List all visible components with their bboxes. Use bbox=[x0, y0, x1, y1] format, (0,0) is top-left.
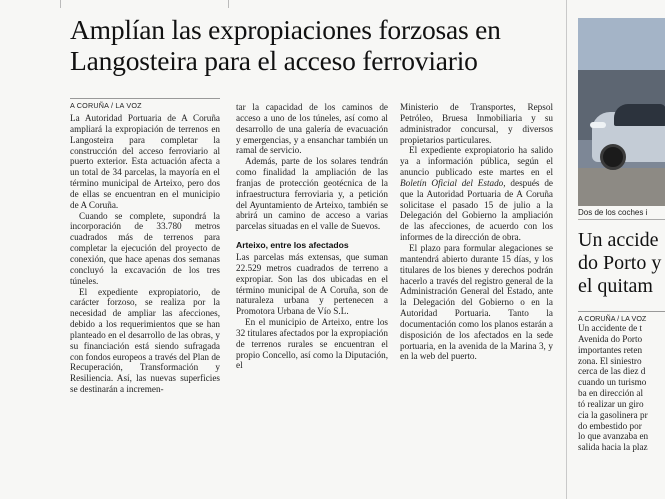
paragraph bbox=[400, 145, 553, 243]
article-column-1 bbox=[70, 113, 220, 395]
section-subhead: Arteixo, entre los afectados bbox=[236, 240, 349, 251]
body-line: ba en dirección al bbox=[578, 388, 644, 399]
body-line: Un accidente de t bbox=[578, 323, 643, 333]
paragraph: La Autoridad Portuaria de A Coruña ampliará la expropiación de terrenos en Langosteira para completar la construcción del acceso ferroviario al puerto exterior. Esta actuación afecta a un total de 34 parcelas, la mayoría en el término municipal de Arteixo, pero dos de ellas se encuentran en el municipio de A Coruña. bbox=[70, 113, 220, 210]
paragraph: tar la capacidad de los caminos de acceso a uno de los túneles, así como al desarrollo de una galería de evacuación y emergencias, y a ensanchar también un ramal de servicio. bbox=[236, 102, 388, 156]
paragraph: Además, parte de los solares tendrán como finalidad la ampliación de las franjas de protección geotécnica de la infraestructura ferroviaria y, a petición del Ayuntamiento de Arteixo, también se abrirá un camino de acceso a varias parcelas situadas en el valle de Suevos. bbox=[236, 156, 388, 232]
accident-photo bbox=[578, 18, 665, 206]
body-line: do embestido por bbox=[578, 420, 642, 431]
text-run: El expediente expropiatorio ha salido ya a información pública, según el anuncio publicado este martes en el bbox=[400, 145, 553, 178]
side-headline bbox=[578, 229, 665, 298]
paragraph: Las parcelas más extensas, que suman 22.529 metros cuadrados de terreno a expropiar. Son las dos ubicadas en el término municipal de A Coruña, son de naturaleza urbana y pertenecen a Promotora Urbana de Vío S.L. bbox=[236, 251, 388, 317]
paragraph: El plazo para formular alegaciones se mantendrá abierto durante 15 días, y los titulares de los bienes y derechos podrán hacerlo a través del registro general de la Administración General del Estado, ante la Delegación del Gobierno o en la Autoridad Portuaria. Tanto la documentación como los planos estarán a disposición de los afectados en la sede portuaria, en la avenida de la Marina 3, y en la web del puerto. bbox=[400, 242, 553, 362]
side-article-body bbox=[578, 323, 665, 453]
car-wheel bbox=[600, 144, 626, 170]
top-rule-divider bbox=[228, 0, 229, 8]
article-column-2 bbox=[236, 102, 388, 371]
column-divider bbox=[566, 0, 567, 499]
side-headline-line: el quitam bbox=[578, 275, 653, 297]
body-line: cerca de las diez d bbox=[578, 366, 646, 377]
paragraph: Cuando se complete, supondrá la incorporación de 33.780 metros cuadrados más de terrenos para completar la ejecución del proyecto de conexión, que hace apenas dos semanas concluyó la excavación de los tres túneles. bbox=[70, 210, 220, 286]
text-run: , después de que la Autoridad Portuaria de A Coruña solicitase el pasado 15 de julio a la Delegación del Gobierno la ampliación de las afecciones, de acuerdo con los informes de la dirección de obra. bbox=[400, 177, 553, 243]
main-headline: Amplían las expropiaciones forzosas en Langosteira para el acceso ferroviario bbox=[70, 14, 501, 76]
photo-caption: Dos de los coches i bbox=[578, 208, 665, 220]
paragraph: Ministerio de Transportes, Repsol Petróleo, Bruesa Inmobiliaria y su administrador concursal, y diversos propietarios particulares. bbox=[400, 102, 553, 145]
body-line: cuando un turismo bbox=[578, 377, 647, 388]
body-line: zona. El siniestro bbox=[578, 355, 642, 366]
top-rule bbox=[60, 0, 561, 8]
paragraph: El expediente expropiatorio, de carácter forzoso, se realiza por la necesidad de ampliar las afecciones, debido a los requerimientos que se han planteado en el desarrollo de las obras, y su financiación está siendo sufragada con fondos europeos a través del Plan de Recuperación, Transformación y Resiliencia. Así, las nuevas superficies se destinarán a incremen- bbox=[70, 286, 220, 395]
body-line: Avenida do Porto bbox=[578, 333, 643, 344]
side-byline: A CORUÑA / LA VOZ bbox=[578, 311, 665, 323]
side-headline-line: do Porto y bbox=[578, 252, 662, 274]
body-line: salida hacia la plaz bbox=[578, 442, 648, 453]
main-byline: A CORUÑA / LA VOZ bbox=[70, 98, 220, 110]
body-line: cia la gasolinera pr bbox=[578, 409, 648, 420]
side-headline-line: Un accide bbox=[578, 229, 659, 251]
paragraph: En el municipio de Arteixo, entre los 32 titulares afectados por la expropiación de terrenos rurales se encuentran el propio Concello, así como la Diputación, el bbox=[236, 317, 388, 371]
body-line: importantes reten bbox=[578, 344, 643, 355]
body-line: lo que avanzaba en bbox=[578, 431, 649, 442]
article-column-3 bbox=[400, 102, 553, 362]
publication-name: Boletín Oficial del Estado bbox=[400, 177, 504, 188]
body-line: tó realizar un giro bbox=[578, 398, 644, 409]
